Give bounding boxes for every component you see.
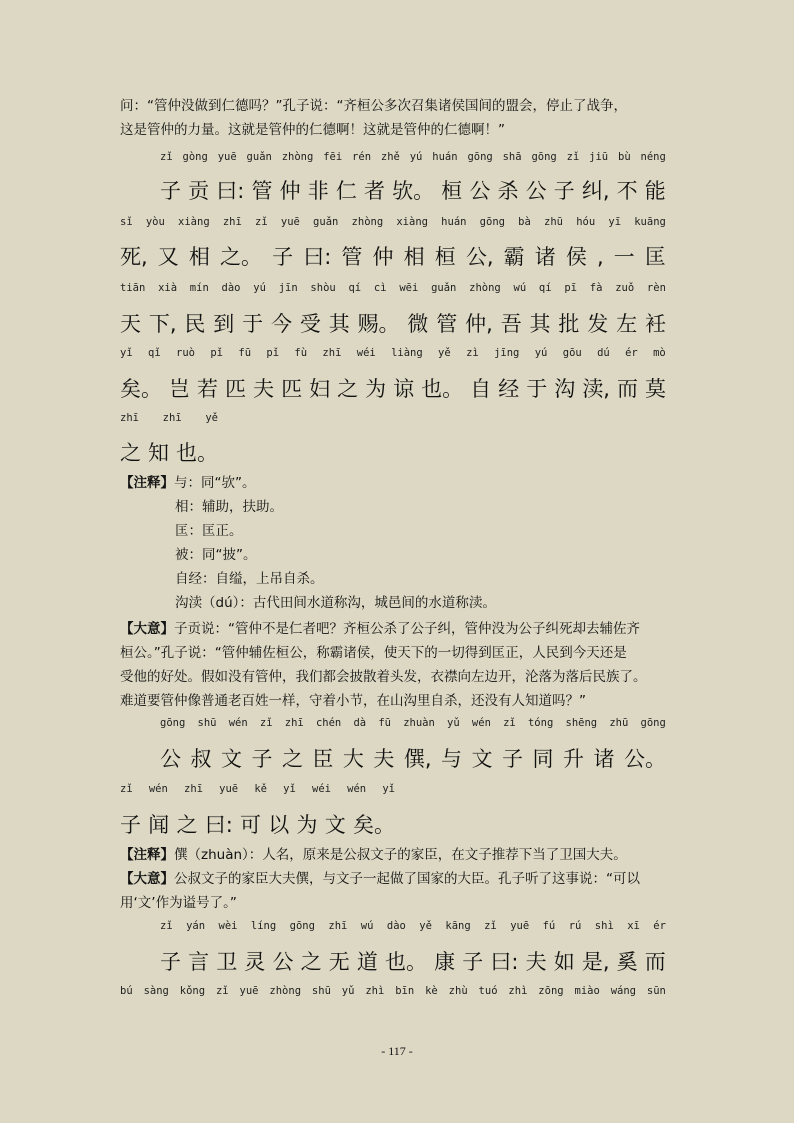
pinyin-syllable: yán — [186, 920, 206, 932]
pinyin-syllable: zuǒ — [615, 282, 635, 294]
pinyin-syllable: gōng — [160, 717, 186, 729]
pinyin-syllable: qí — [348, 282, 362, 294]
verse-char: 侯 — [565, 245, 587, 269]
verse-char: 仁 — [335, 179, 357, 203]
pinyin-line — [160, 919, 666, 933]
note-item: 僎（zhuàn）：人名，原来是公叔文子的家臣，在文子推荐下当了卫国大夫。 — [174, 847, 627, 863]
pinyin-syllable: wén — [347, 783, 367, 795]
verse-char: 发 — [587, 312, 609, 336]
page-number: - 117 - — [381, 1044, 413, 1058]
pinyin-syllable: fū — [238, 347, 252, 359]
verse-char: 公, — [465, 245, 494, 269]
notes-1 — [120, 474, 256, 492]
verse-char: 谅 — [393, 377, 415, 401]
pinyin-line — [120, 782, 395, 796]
verse-char: 子 — [272, 245, 294, 269]
pinyin-syllable: zhuàn — [403, 717, 435, 729]
pinyin-syllable: guǎn — [246, 151, 272, 163]
verse-char: 能 — [644, 179, 666, 203]
verse-char: 仲 — [372, 245, 394, 269]
pinyin-syllable: zhě — [380, 151, 400, 163]
verse-char: 若 — [197, 377, 219, 401]
pinyin-syllable: zhì — [365, 985, 385, 997]
pinyin-syllable: fēi — [323, 151, 343, 163]
pinyin-syllable: jīn — [278, 282, 298, 294]
verse-line — [160, 177, 666, 205]
verse-char: 自 — [470, 377, 492, 401]
verse-char: 康 — [434, 950, 456, 974]
pinyin-syllable: guǎn — [313, 216, 339, 228]
verse-char: 知 — [148, 441, 169, 465]
pinyin-syllable: wéi — [356, 347, 376, 359]
verse-char: 管 — [341, 245, 363, 269]
verse-char: 匡 — [644, 245, 666, 269]
verse-char: 到 — [213, 312, 235, 336]
note-item: 相：辅助，扶助。 — [175, 499, 283, 515]
pinyin-syllable: pǐ — [266, 347, 280, 359]
pinyin-syllable: gōng — [531, 151, 557, 163]
verse-line — [120, 310, 666, 338]
pinyin-syllable: zǐ — [259, 717, 273, 729]
pinyin-syllable: fù — [294, 347, 308, 359]
pinyin-syllable: kuāng — [634, 216, 666, 228]
verse-char: 之 — [337, 377, 359, 401]
pinyin-syllable: zhī — [284, 717, 304, 729]
verse-char: 者 — [363, 179, 385, 203]
verse-char: 今 — [270, 312, 292, 336]
verse-char: 曰: — [303, 245, 332, 269]
pinyin-syllable: xià — [158, 282, 178, 294]
verse-char: 贡 — [188, 179, 210, 203]
pinyin-syllable: gòng — [182, 151, 208, 163]
verse-char: 又 — [157, 245, 179, 269]
verse-char: 而 — [616, 377, 638, 401]
verse-char: 吾 — [500, 312, 522, 336]
pinyin-syllable: wú — [360, 920, 374, 932]
pinyin-syllable: yú — [534, 347, 548, 359]
verse-char: 岂 — [169, 377, 191, 401]
pinyin-syllable: mò — [653, 347, 666, 359]
pinyin-syllable: fà — [589, 282, 603, 294]
verse-char: 大 — [342, 747, 364, 771]
verse-char: 也。 — [385, 950, 427, 974]
pinyin-syllable: gōng — [640, 717, 666, 729]
pinyin-line — [160, 150, 666, 164]
pinyin-syllable: gōu — [562, 347, 582, 359]
verse-char: 于 — [242, 312, 264, 336]
verse-char: 经 — [498, 377, 520, 401]
pinyin-syllable: zǐ — [120, 783, 133, 795]
pinyin-syllable: néng — [640, 151, 666, 163]
verse-char: 文 — [324, 813, 346, 837]
verse-char: 公 — [160, 747, 181, 771]
pinyin-syllable: sàng — [143, 985, 169, 997]
pinyin-syllable: zhī — [184, 783, 203, 795]
pinyin-syllable: yú — [409, 151, 423, 163]
pinyin-line — [160, 716, 666, 730]
verse-char: 灵 — [244, 950, 266, 974]
pinyin-syllable: wén — [148, 783, 168, 795]
verse-char: 矣。 — [120, 377, 162, 401]
verse-char: 之 — [281, 747, 303, 771]
pinyin-syllable: xiàng — [178, 216, 210, 228]
verse-line — [160, 948, 666, 976]
pinyin-syllable: kě — [254, 783, 267, 795]
meaning-line: 受他的好处。假如没有管仲，我们都会披散着头发，衣襟向左边开，沦落为落后民族了。 — [120, 669, 647, 685]
verse-line — [120, 243, 666, 271]
intro-line: 问：“管仲没做到仁德吗？”孔子说：“齐桓公多次召集诸侯国间的盟会，停止了战争， — [120, 98, 627, 114]
pinyin-syllable: zhì — [508, 985, 528, 997]
pinyin-line — [120, 281, 666, 295]
verse-char: 其 — [328, 312, 350, 336]
verse-char: 子 — [502, 747, 524, 771]
verse-char: 衽 — [644, 312, 666, 336]
meaning-line: 用‘文’作为谥号了。” — [120, 895, 237, 911]
intro-line: 这是管仲的力量。这就是管仲的仁德啊！这就是管仲的仁德啊！” — [120, 122, 505, 138]
verse-char: 无 — [328, 950, 350, 974]
pinyin-syllable: dào — [386, 920, 406, 932]
verse-char: 闻 — [148, 813, 170, 837]
pinyin-syllable: zhū — [544, 216, 563, 228]
pinyin-syllable: wú — [513, 282, 527, 294]
pinyin-syllable: yǔ — [447, 717, 460, 729]
pinyin-syllable: zhī — [328, 920, 348, 932]
pinyin-syllable: yě — [438, 347, 451, 359]
meaning-line: 公叔文子的家臣大夫僎，与文子一起做了国家的大臣。孔子听了这事说：“可以 — [174, 871, 640, 887]
pinyin-syllable: yě — [205, 412, 218, 424]
verse-char: 公 — [272, 950, 294, 974]
pinyin-syllable: tóng — [527, 717, 554, 729]
pinyin-syllable: zǐ — [255, 216, 268, 228]
pinyin-syllable: zōng — [538, 985, 564, 997]
pinyin-syllable: zhòng — [469, 282, 501, 294]
pinyin-syllable: bà — [518, 216, 531, 228]
verse-char: 桓 — [441, 179, 463, 203]
verse-char: 曰: — [490, 950, 519, 974]
pinyin-syllable: wéi — [312, 783, 331, 795]
pinyin-syllable: wén — [228, 717, 248, 729]
pinyin-syllable: bú — [120, 985, 133, 997]
meaning-line: 难道要管仲像普通老百姓一样，守着小节，在山沟里自杀，还没有人知道吗？” — [120, 693, 586, 709]
pinyin-syllable: bù — [618, 151, 631, 163]
verse-char: 子 — [553, 179, 575, 203]
verse-char: 公。 — [623, 747, 666, 771]
verse-char: 子 — [462, 950, 484, 974]
pinyin-syllable: mín — [189, 282, 209, 294]
pinyin-line — [120, 346, 666, 360]
pinyin-syllable: fū — [378, 717, 391, 729]
pinyin-syllable: shòu — [310, 282, 336, 294]
pinyin-line — [120, 411, 218, 425]
verse-char: 臣 — [312, 747, 334, 771]
verse-char: 纠, — [581, 179, 610, 203]
verse-char: 霸 — [503, 245, 525, 269]
pinyin-syllable: yǐ — [382, 783, 395, 795]
pinyin-syllable: liàng — [391, 347, 423, 359]
verse-char: 死, — [120, 245, 148, 269]
verse-char: 曰: — [204, 813, 233, 837]
verse-char: 夫 — [373, 747, 395, 771]
notes-label: 【注释】 — [120, 847, 174, 863]
verse-char: 仲, — [465, 312, 493, 336]
pinyin-syllable: gōng — [479, 216, 505, 228]
pinyin-syllable: fú — [542, 920, 556, 932]
pinyin-syllable: yǐ — [120, 347, 133, 359]
pinyin-syllable: yuē — [217, 151, 237, 163]
verse-char: 之 — [176, 813, 198, 837]
verse-char: 管 — [436, 312, 458, 336]
verse-char: 渎, — [582, 377, 610, 401]
pinyin-syllable: zhòng — [351, 216, 384, 228]
pinyin-syllable: yuē — [280, 216, 300, 228]
verse-char: 赐。 — [357, 312, 400, 336]
verse-char: 不 — [616, 179, 638, 203]
verse-char: 子 — [160, 950, 181, 974]
pinyin-syllable: sǐ — [120, 216, 133, 228]
pinyin-syllable: shā — [502, 151, 522, 163]
verse-char: 其 — [529, 312, 551, 336]
notes-2 — [120, 846, 627, 864]
pinyin-syllable: zhī — [120, 412, 139, 424]
verse-char: 文 — [471, 747, 493, 771]
verse-char: 如 — [553, 950, 575, 974]
verse-line — [120, 375, 666, 403]
note-item: 被：同“披”。 — [175, 547, 257, 563]
pinyin-line — [120, 215, 666, 229]
pinyin-syllable: yǔ — [341, 985, 355, 997]
verse-char: 杀 — [497, 179, 519, 203]
verse-char: 之 — [120, 441, 141, 465]
verse-char: 相 — [403, 245, 425, 269]
verse-char: 夫 — [253, 377, 275, 401]
verse-char: 天 — [120, 312, 141, 336]
pinyin-syllable: wēi — [399, 282, 419, 294]
pinyin-syllable: shēng — [565, 717, 598, 729]
verse-char: 言 — [188, 950, 210, 974]
verse-char: 莫 — [644, 377, 666, 401]
verse-char: 以 — [268, 813, 290, 837]
pinyin-syllable: huán — [432, 151, 458, 163]
pinyin-syllable: wáng — [610, 985, 636, 997]
pinyin-syllable: yòu — [145, 216, 165, 228]
verse-char: 是, — [581, 950, 610, 974]
pinyin-syllable: zǐ — [215, 985, 229, 997]
verse-char: 左 — [616, 312, 638, 336]
pinyin-syllable: chén — [315, 717, 342, 729]
verse-line — [160, 745, 666, 773]
pinyin-syllable: rén — [352, 151, 372, 163]
verse-char: 仲 — [279, 179, 301, 203]
pinyin-syllable: shì — [594, 920, 614, 932]
verse-char: 叔 — [190, 747, 212, 771]
verse-char: 之 — [300, 950, 322, 974]
verse-char: 于 — [526, 377, 548, 401]
verse-char: 升 — [562, 747, 584, 771]
pinyin-syllable: jiū — [589, 151, 609, 163]
pinyin-syllable: xī — [627, 920, 640, 932]
pinyin-syllable: líng — [250, 920, 277, 932]
pinyin-syllable: sūn — [646, 985, 666, 997]
verse-char: 夫 — [525, 950, 547, 974]
verse-char: 也。 — [176, 441, 218, 465]
verse-char: 沟 — [554, 377, 576, 401]
verse-char: 为 — [296, 813, 318, 837]
pinyin-syllable: jīng — [494, 347, 520, 359]
pinyin-syllable: zǐ — [160, 920, 173, 932]
pinyin-syllable: hóu — [576, 216, 596, 228]
verse-char: 相 — [188, 245, 210, 269]
verse-char: , — [596, 245, 604, 269]
verse-char: 为 — [365, 377, 387, 401]
verse-char: 曰: — [216, 179, 245, 203]
meaning-1 — [120, 620, 640, 638]
pinyin-syllable: shū — [311, 985, 331, 997]
pinyin-syllable: kāng — [445, 920, 471, 932]
verse-char: 文 — [220, 747, 242, 771]
pinyin-syllable: kè — [425, 985, 438, 997]
verse-char: 子 — [120, 813, 141, 837]
pinyin-syllable: dú — [597, 347, 610, 359]
verse-char: 匹 — [225, 377, 247, 401]
pinyin-syllable: huán — [441, 216, 467, 228]
pinyin-line — [120, 984, 666, 998]
verse-char: 诸 — [593, 747, 615, 771]
pinyin-syllable: tiān — [120, 282, 146, 294]
pinyin-syllable: zì — [466, 347, 479, 359]
verse-char: 民 — [184, 312, 206, 336]
verse-char: 诸 — [534, 245, 556, 269]
verse-char: 管 — [251, 179, 273, 203]
verse-char: 一 — [613, 245, 635, 269]
pinyin-syllable: tuó — [478, 985, 498, 997]
pinyin-syllable: gōng — [467, 151, 493, 163]
note-item: 与：同“欤”。 — [174, 475, 256, 491]
verse-char: 桓 — [434, 245, 456, 269]
verse-char: 批 — [558, 312, 580, 336]
pinyin-syllable: yī — [608, 216, 622, 228]
pinyin-syllable: qǐ — [148, 347, 161, 359]
pinyin-syllable: zǐ — [484, 920, 497, 932]
verse-char: 道 — [356, 950, 378, 974]
notes-label: 【注释】 — [120, 475, 174, 491]
verse-char: 可 — [240, 813, 262, 837]
pinyin-syllable: zhòng — [269, 985, 302, 997]
pinyin-syllable: rèn — [646, 282, 666, 294]
pinyin-syllable: yuē — [510, 920, 530, 932]
pinyin-syllable: cì — [373, 282, 387, 294]
pinyin-syllable: zhù — [448, 985, 468, 997]
meaning-2 — [120, 870, 640, 888]
pinyin-syllable: zhī — [222, 216, 242, 228]
verse-char: 匹 — [281, 377, 303, 401]
pinyin-syllable: yuē — [219, 783, 239, 795]
pinyin-syllable: pǐ — [210, 347, 224, 359]
pinyin-syllable: gōng — [289, 920, 315, 932]
pinyin-syllable: guǎn — [431, 282, 457, 294]
pinyin-syllable: pī — [564, 282, 577, 294]
pinyin-syllable: bīn — [395, 985, 415, 997]
verse-char: 与 — [441, 747, 463, 771]
pinyin-syllable: miào — [574, 985, 600, 997]
pinyin-syllable: yǐ — [283, 783, 296, 795]
verse-char: 受 — [299, 312, 321, 336]
verse-char: 妇 — [309, 377, 331, 401]
verse-char: 欤。 — [392, 179, 435, 203]
verse-char: 非 — [307, 179, 329, 203]
pinyin-syllable: zǐ — [566, 151, 580, 163]
pinyin-syllable: zhòng — [281, 151, 314, 163]
verse-char: 公 — [525, 179, 547, 203]
pinyin-syllable: yě — [419, 920, 432, 932]
pinyin-syllable: ruò — [176, 347, 195, 359]
note-item: 沟渎（dú）：古代田间水道称沟，城邑间的水道称渎。 — [175, 595, 496, 611]
pinyin-syllable: shū — [197, 717, 217, 729]
verse-char: 奚 — [616, 950, 638, 974]
pinyin-syllable: qí — [538, 282, 552, 294]
pinyin-syllable: dào — [221, 282, 241, 294]
pinyin-syllable: zhū — [609, 717, 629, 729]
pinyin-syllable: wèi — [218, 920, 238, 932]
meaning-label: 【大意】 — [120, 871, 174, 887]
verse-line — [120, 439, 218, 467]
pinyin-syllable: xiàng — [396, 216, 428, 228]
verse-char: 子 — [160, 179, 181, 203]
pinyin-syllable: rú — [568, 920, 582, 932]
pinyin-syllable: kǒng — [179, 985, 206, 997]
note-item: 自经：自缢，上吊自杀。 — [175, 571, 324, 587]
verse-char: 之。 — [220, 245, 263, 269]
verse-char: 僎, — [403, 747, 432, 771]
verse-char: 也。 — [421, 377, 464, 401]
verse-char: 公 — [469, 179, 491, 203]
verse-char: 矣。 — [352, 813, 395, 837]
verse-line — [120, 811, 395, 839]
pinyin-syllable: wén — [471, 717, 491, 729]
pinyin-syllable: zǐ — [503, 717, 516, 729]
pinyin-syllable: yuē — [239, 985, 259, 997]
pinyin-syllable: dà — [353, 717, 367, 729]
note-item: 匡：匡正。 — [175, 523, 243, 539]
pinyin-syllable: zhī — [322, 347, 342, 359]
verse-char: 而 — [644, 950, 666, 974]
pinyin-syllable: ér — [653, 920, 666, 932]
pinyin-syllable: zǐ — [160, 151, 173, 163]
verse-char: 子 — [251, 747, 273, 771]
meaning-line: 子贡说：“管仲不是仁者吧？齐桓公杀了公子纠，管仲没为公子纠死却去辅佐齐 — [174, 621, 640, 637]
pinyin-syllable: ér — [625, 347, 638, 359]
verse-char: 下, — [148, 312, 177, 336]
verse-char: 微 — [407, 312, 429, 336]
pinyin-syllable: yú — [253, 282, 266, 294]
meaning-line: 桓公。”孔子说：“管仲辅佐桓公，称霸诸侯，使天下的一切得到匡正，人民到今天还是 — [120, 645, 627, 661]
verse-char: 卫 — [216, 950, 238, 974]
verse-char: 同 — [532, 747, 554, 771]
meaning-label: 【大意】 — [120, 621, 174, 637]
pinyin-syllable: zhī — [162, 412, 182, 424]
